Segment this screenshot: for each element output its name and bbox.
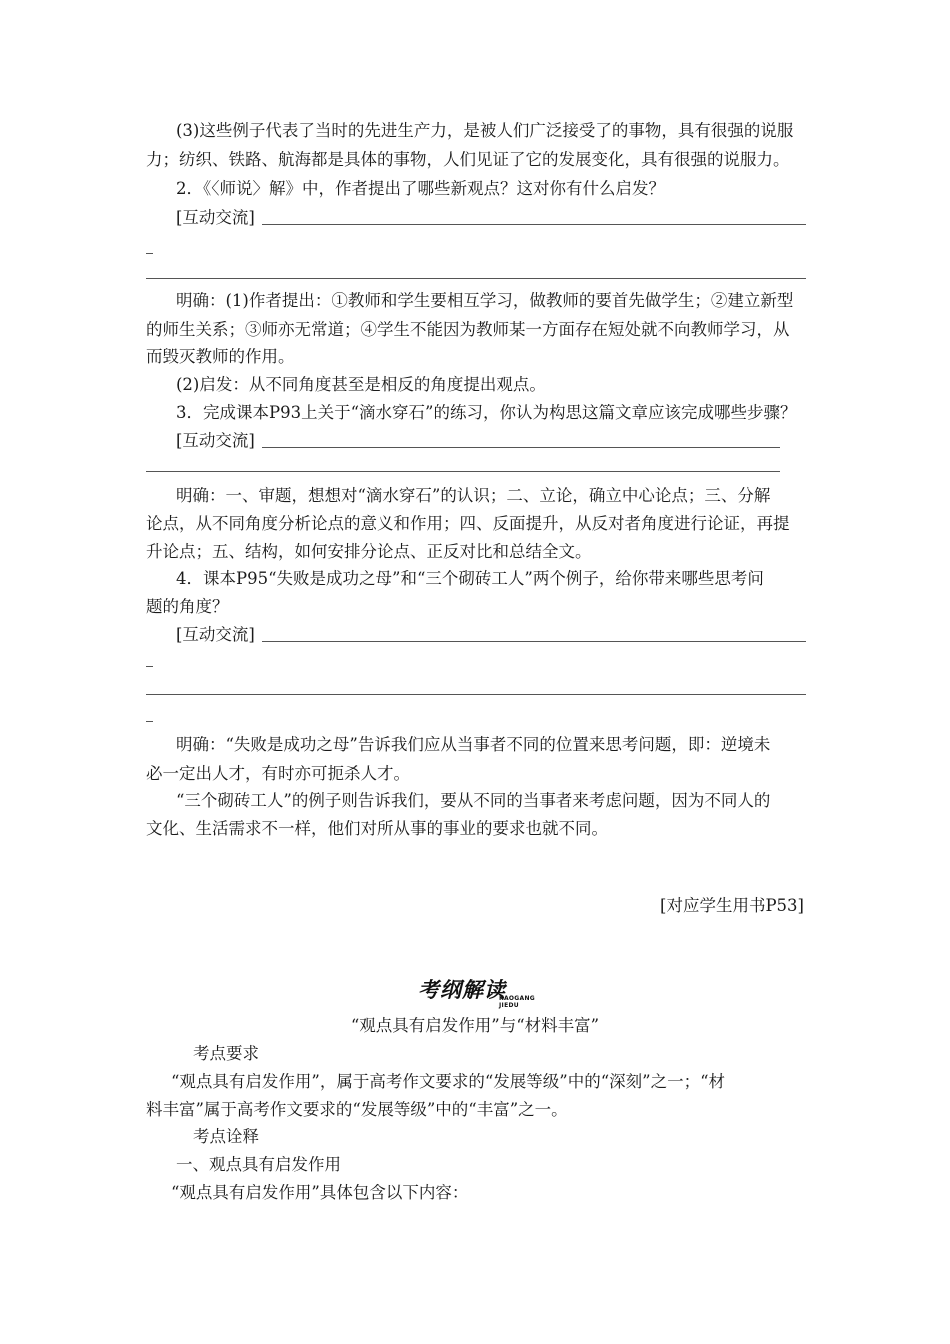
paragraph-line: 的师生关系；③师亦无常道；④学生不能因为教师某一方面存在短处就不向教师学习，从 <box>146 320 790 339</box>
paragraph-line: (2)启发：从不同角度甚至是相反的角度提出观点。 <box>176 375 546 394</box>
answer-blank-line[interactable] <box>146 694 806 695</box>
answer-blank-line[interactable] <box>146 278 806 279</box>
answer-blank-line[interactable] <box>262 447 780 448</box>
heading-kaodian-quanshi: 考点诠释 <box>193 1127 259 1146</box>
blank-dash <box>146 666 153 667</box>
blank-dash <box>146 253 153 254</box>
paragraph-line: 明确：(1)作者提出：①教师和学生要相互学习，做教师的要首先做学生；②建立新型 <box>176 291 794 310</box>
interaction-label: [互动交流] <box>176 208 255 227</box>
logo-title: 考纲解读 <box>418 977 506 1002</box>
paragraph-line: 必一定出人才，有时亦可扼杀人才。 <box>146 764 410 783</box>
heading-kaodian-yaoqiu: 考点要求 <box>193 1044 259 1063</box>
kaogang-jiedu-logo <box>418 974 544 1009</box>
answer-blank-line[interactable] <box>146 471 780 472</box>
logo-subtitle: KAOGANG JIEDU <box>499 995 536 1009</box>
question-2: 2．《〈师说〉解》中，作者提出了哪些新观点？这对你有什么启发？ <box>176 179 665 198</box>
interaction-label: [互动交流] <box>176 431 255 450</box>
paragraph-line: 明确：“失败是成功之母”告诉我们应从当事者不同的位置来思考问题，即：逆境未 <box>176 735 771 754</box>
paragraph-line: 题的角度？ <box>146 597 229 616</box>
paragraph-line: “观点具有启发作用”，属于高考作文要求的“发展等级”中的“深刻”之一；“材 <box>171 1072 726 1091</box>
paragraph-line: 文化、生活需求不一样，他们对所从事的事业的要求也就不同。 <box>146 819 608 838</box>
paragraph-line: 论点，从不同角度分析论点的意义和作用；四、反面提升，从反对者角度进行论证，再提 <box>146 514 790 533</box>
interaction-label: [互动交流] <box>176 625 255 644</box>
paragraph-line: 升论点；五、结构，如何安排分论点、正反对比和总结全文。 <box>146 542 592 561</box>
section-title: “观点具有启发作用”与“材料丰富” <box>350 1016 600 1035</box>
question-4: 4．课本P95“失败是成功之母”和“三个砌砖工人”两个例子，给你带来哪些思考问 <box>176 569 764 588</box>
paragraph-line: 料丰富”属于高考作文要求的“发展等级”中的“丰富”之一。 <box>146 1100 568 1119</box>
blank-dash <box>146 721 153 722</box>
paragraph-line: “三个砌砖工人”的例子则告诉我们，要从不同的当事者来考虑问题，因为不同人的 <box>176 791 771 810</box>
question-3: 3．完成课本P93上关于“滴水穿石”的练习，你认为构思这篇文章应该完成哪些步骤？ <box>176 403 797 422</box>
paragraph-line: 力；纺织、铁路、航海都是具体的事物，人们见证了它的发展变化，具有很强的说服力。 <box>146 150 790 169</box>
reference-note: [对应学生用书P53] <box>660 896 804 915</box>
paragraph-line: 而毁灭教师的作用。 <box>146 347 295 366</box>
paragraph-line: (3)这些例子代表了当时的先进生产力，是被人们广泛接受了的事物，具有很强的说服 <box>176 121 794 140</box>
subheading-1: 一、观点具有启发作用 <box>176 1155 341 1174</box>
paragraph-line: 明确：一、审题，想想对“滴水穿石”的认识；二、立论，确立中心论点；三、分解 <box>176 486 771 505</box>
answer-blank-line[interactable] <box>262 641 806 642</box>
paragraph-line: “观点具有启发作用”具体包含以下内容： <box>171 1183 469 1202</box>
answer-blank-line[interactable] <box>262 224 806 225</box>
